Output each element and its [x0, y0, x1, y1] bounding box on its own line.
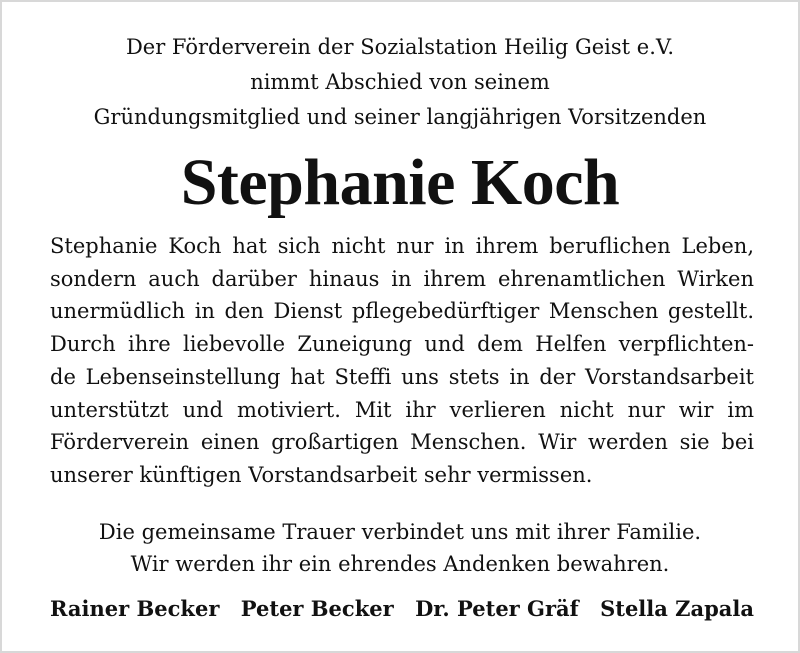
intro-line: Gründungsmitglied und seiner langjährigen Vorsitzenden	[93, 105, 707, 129]
body-text	[50, 230, 754, 492]
body-line: de Lebenseinstellung hat Steffi uns stets in der Vorstandsarbeit	[50, 364, 754, 389]
closing-line: Die gemeinsame Trauer verbindet uns mit ihrer Familie.	[98, 520, 702, 544]
closing-line: Wir werden ihr ein ehrendes Andenken bewahren.	[130, 552, 670, 576]
signatures	[50, 592, 754, 626]
intro-line: Der Förderverein der Sozialstation Heilig Geist e.V.	[125, 35, 675, 59]
body-line: sondern auch darüber hinaus in ihrem ehrenamtlichen Wirken	[50, 266, 754, 291]
closing-text	[2, 516, 798, 580]
body-line: unterstützt und motiviert. Mit ihr verlieren nicht nur wir im	[50, 397, 754, 422]
body-line: Durch ihre liebevolle Zuneigung und dem Helfen verpflichten-	[50, 332, 754, 357]
signature-name: Dr. Peter Gräf	[415, 596, 579, 621]
intro-text	[2, 30, 798, 135]
body-line: unserer künftigen Vorstandsarbeit sehr vermissen.	[50, 462, 593, 487]
signature-name: Peter Becker	[240, 596, 394, 621]
deceased-name: Stephanie Koch	[180, 146, 620, 219]
intro-line: nimmt Abschied von seinem	[250, 70, 550, 94]
signature-name: Stella Zapala	[600, 596, 754, 621]
body-line: Förderverein einen großartigen Menschen. Wir werden sie bei	[50, 430, 754, 455]
body-line: Stephanie Koch hat sich nicht nur in ihrem beruflichen Leben,	[50, 234, 754, 258]
body-line: unermüdlich in den Dienst pflegebedürftiger Menschen gestellt.	[50, 299, 754, 324]
signature-name: Rainer Becker	[50, 596, 220, 621]
